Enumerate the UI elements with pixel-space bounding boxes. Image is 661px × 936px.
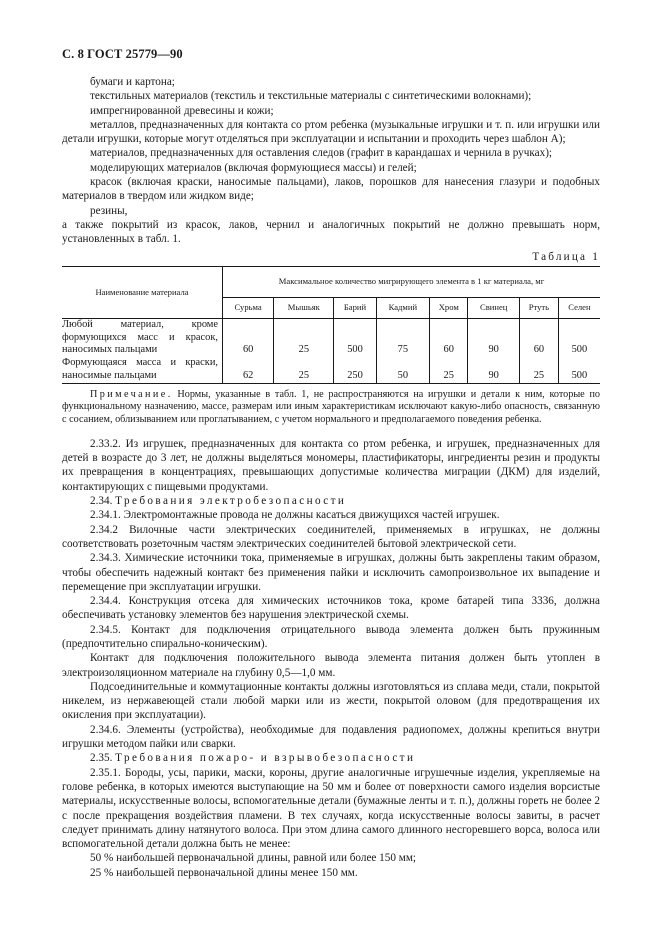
column-header-element: Мышьяк [274, 297, 334, 318]
column-header-element: Кадмий [376, 297, 430, 318]
table-cell: 500 [558, 357, 600, 384]
sections [62, 437, 600, 880]
paragraph: 25 % наибольшей первоначальной длины менее 150 мм. [90, 866, 358, 879]
section-number: 2.34. [90, 495, 113, 508]
page-title: С. 8 ГОСТ 25779—90 [62, 47, 183, 61]
list-item: металлов, предназначенных для контакта со ртом ребенка (музыкальные игрушки и т. п. или игрушки или детали игрушки, которые могут отделяться при эксплуатации и испытании и проходить через шаблон А); [62, 118, 600, 146]
table-row [62, 318, 600, 357]
column-header-element: Свинец [468, 297, 520, 318]
paragraph: 2.33.2. Из игрушек, предназначенных для контакта со ртом ребенка, и игрушек, предназначенных для детей в возрасте до 3 лет, не должны выделяться мономеры, пластификаторы, ингредиенты резин и продукты их превращения в концентрациях, превышающих допустимые количества миграции (ДКМ) для изделий, контактирующих с пищевыми продуктами. [62, 437, 600, 493]
paragraph: 2.34.2 Вилочные части электрических соединителей, применяемых в игрушках, не должны соответствовать розеточным частям электрических соединителей бытовой электрической сети. [62, 523, 600, 550]
table-cell: 50 [376, 357, 430, 384]
list-item: красок (включая краски, наносимые пальцами), лаков, порошков для нанесения глазури и подобных материалов в твердом или жидком виде; [62, 176, 600, 203]
section-number: 2.35. [90, 752, 113, 765]
intro-list [62, 75, 600, 218]
intro-tail: а также покрытий из красок, лаков, чернил и аналогичных покрытий не должно превышать норм, установленных в табл. 1. [62, 218, 600, 246]
table-cell: 75 [376, 318, 430, 357]
table-cell: 25 [430, 357, 468, 384]
column-header-element: Хром [430, 297, 468, 318]
table-row [62, 357, 600, 384]
list-item: бумаги и картона; [90, 76, 175, 88]
column-header-element: Селен [558, 297, 600, 318]
list-item: материалов, предназначенных для оставления следов (графит в карандашах и чернила в ручках); [90, 147, 553, 160]
material-name: Формующаяся масса и краски, наносимые пальцами [62, 357, 223, 384]
column-group-header: Максимальное количество мигрирующего элемента в 1 кг материала, мг [223, 266, 601, 297]
paragraph: 2.34.1. Электромонтажные провода не должны касаться движущихся частей игрушек. [90, 509, 500, 522]
table-cell: 90 [468, 318, 520, 357]
column-header-element: Ртуть [519, 297, 558, 318]
table-caption: Таблица 1 [532, 250, 600, 263]
table-cell: 60 [223, 318, 274, 357]
paragraph: Контакт для подключения положительного вывода элемента питания должен быть утоплен в электроизоляционном материале на глубину 0,5—1,0 мм. [62, 652, 600, 679]
document-body [62, 75, 600, 880]
table-cell: 500 [571, 343, 588, 355]
note-text: Нормы, указанные в табл. 1, не распространяются на игрушки и детали к ним, которые по функциональному назначению, массе, размерам или иным характеристикам исключают какую-либо опасность, связанную с сосанием, облизыванием или проглатыванием, с учетом нормального и предполагаемого поведения ребенка. [62, 388, 600, 426]
paragraph: 2.35.1. Бороды, усы, парики, маски, короны, другие аналогичные игрушечные изделия, укрепляемые на голове ребенка, в которых имеются выступающие на 50 мм и более от поверхности самого изделия ворсистые материалы, искусственные волосы, вспомогательные детали (бумажные ленты и т. п.), должны гореть не более 2 с после прекращения воздействия пламени. В тех случаях, когда искусственные волосы завиты, в расчет следует принимать длину натянутого волоса. При этом длина самого длинного несгоревшего ворса, волоса или вспомогательной детали должна быть не менее: [62, 766, 601, 851]
section-title: Требования электробезопасности [115, 495, 347, 508]
list-item: моделирующих материалов (включая формующиеся массы) и гелей; [90, 161, 417, 174]
paragraph: 2.34.5. Контакт для подключения отрицательного вывода элемента должен быть пружинным (предпочтительно спирально-коническим). [62, 623, 600, 650]
paragraph: 2.34.3. Химические источники тока, применяемые в игрушках, должны быть закреплены таким образом, чтобы обеспечить надежный контакт без применения пайки и исключить самопроизвольное их выпадение и перемещение при эксплуатации игрушки. [62, 552, 600, 593]
paragraph: 2.34.6. Элементы (устройства), необходимые для подавления радиопомех, должны крепиться внутри игрушки методом пайки или сварки. [62, 723, 600, 751]
list-item: импрегнированной древесины и кожи; [90, 104, 274, 117]
paragraph: 2.34.4. Конструкция отсека для химических источников тока, кроме батарей типа 3336, должна обеспечивать установку элементов без нарушения электрической схемы. [62, 595, 600, 622]
section-heading [62, 751, 600, 765]
table-cell: 60 [519, 318, 558, 357]
table-cell: 500 [334, 318, 376, 357]
column-header-material: Наименование материала [62, 266, 223, 318]
table-cell: 60 [430, 318, 468, 357]
table-note [62, 389, 600, 427]
paragraph: Подсоединительные и коммутационные контакты должны изготовляться из сплава меди, стали, покрытой никелем, из нержавеющей стали любой марки или из жести, покрытой оловом (для предотвращения их окисления при эксплуатации). [62, 680, 600, 722]
migration-table [62, 266, 600, 384]
table-cell: 25 [274, 318, 334, 357]
table-cell: 62 [223, 357, 274, 384]
list-item: текстильных материалов (текстиль и текстильные материалы с синтетическими волокнами); [90, 90, 532, 103]
column-header-element: Барий [334, 297, 376, 318]
note-label: Примечание. [90, 388, 173, 400]
list-item: резины, [90, 204, 128, 217]
table-cell: 25 [519, 357, 558, 384]
section-title: Требования пожаро- и взрывобезопасности [115, 752, 416, 765]
paragraph: 50 % наибольшей первоначальной длины, равной или более 150 мм; [90, 852, 417, 865]
table-cell: 90 [468, 357, 520, 384]
table-cell: 25 [274, 357, 334, 384]
section-heading [62, 494, 600, 508]
table-cell: 250 [334, 357, 376, 384]
material-name: Любой материал, кроме формующихся масс и красок, наносимых пальцами [62, 318, 223, 357]
column-header-element: Сурьма [223, 297, 274, 318]
